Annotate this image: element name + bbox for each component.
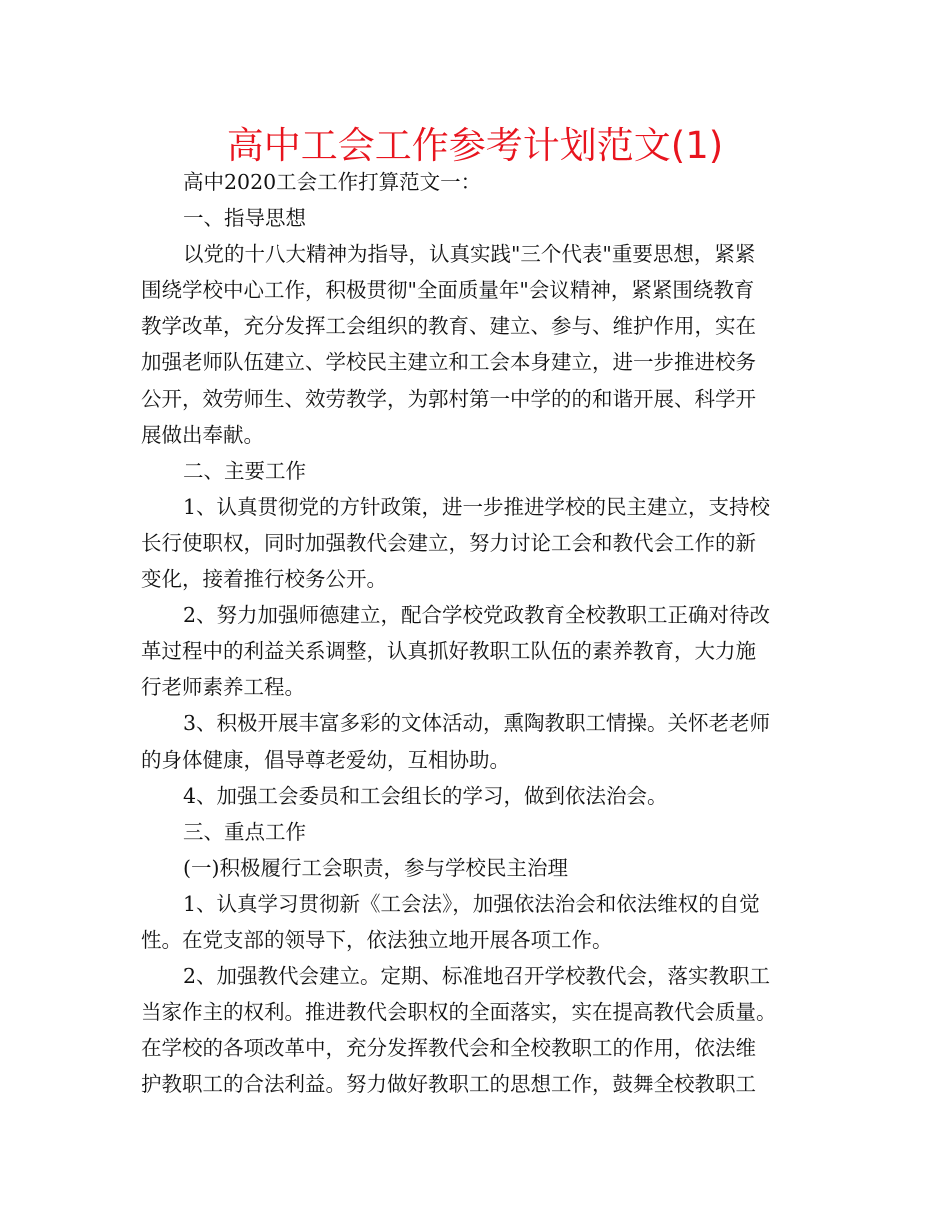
paragraph-line: 3、积极开展丰富多彩的文体活动，熏陶教职工情操。关怀老老师 (183, 711, 771, 736)
paragraph-line: 公开，效劳师生、效劳教学，为郭村第一中学的的和谐开展、科学开 (141, 386, 756, 411)
paragraph-line: 高中2020工会工作打算范文一： (183, 170, 482, 194)
paragraph-line: 在学校的各项改革中，充分发挥教代会和全校教职工的作用，依法维 (141, 1036, 756, 1061)
section-heading: 三、重点工作 (183, 819, 306, 844)
paragraph-line: 2、努力加强师德建立，配合学校党政教育全校教职工正确对待改 (183, 603, 771, 628)
paragraph-line: 围绕学校中心工作，积极贯彻"全面质量年"会议精神，紧紧围绕教育 (141, 278, 755, 303)
section-heading: 二、主要工作 (183, 458, 306, 483)
paragraph-line: 1、认真学习贯彻新《工会法》，加强依法治会和依法维权的自觉 (183, 891, 760, 916)
paragraph-line: 以党的十八大精神为指导，认真实践"三个代表"重要思想，紧紧 (183, 242, 756, 267)
paragraph-line: 革过程中的利益关系调整，认真抓好教职工队伍的素养教育，大力施 (141, 639, 756, 664)
paragraph-line: 变化，接着推行校务公开。 (141, 567, 387, 592)
paragraph-line: 当家作主的权利。推进教代会职权的全面落实，实在提高教代会质量。 (141, 1000, 777, 1025)
document-title: 高中工会工作参考计划范文(1) (226, 124, 724, 167)
subsection-heading: (一)积极履行工会职责，参与学校民主治理 (183, 855, 568, 880)
paragraph-line: 4、加强工会委员和工会组长的学习，做到依法治会。 (183, 783, 668, 808)
paragraph-line: 教学改革，充分发挥工会组织的教育、建立、参与、维护作用，实在 (141, 314, 756, 339)
paragraph-line: 行老师素养工程。 (141, 675, 305, 700)
paragraph-line: 展做出奉献。 (141, 422, 264, 447)
paragraph-line: 2、加强教代会建立。定期、标准地召开学校教代会，落实教职工 (183, 964, 771, 989)
paragraph-line: 护教职工的合法利益。努力做好教职工的思想工作，鼓舞全校教职工 (141, 1072, 756, 1097)
paragraph-line: 加强老师队伍建立、学校民主建立和工会本身建立，进一步推进校务 (141, 350, 756, 375)
document-body (141, 164, 831, 1102)
section-heading: 一、指导思想 (183, 206, 306, 231)
paragraph-line: 长行使职权，同时加强教代会建立，努力讨论工会和教代会工作的新 (141, 530, 756, 555)
paragraph-line: 1、认真贯彻党的方针政策，进一步推进学校的民主建立，支持校 (183, 494, 771, 519)
paragraph-line: 性。在党支部的领导下，依法独立地开展各项工作。 (141, 927, 613, 952)
paragraph-line: 的身体健康，倡导尊老爱幼，互相协助。 (141, 747, 510, 772)
